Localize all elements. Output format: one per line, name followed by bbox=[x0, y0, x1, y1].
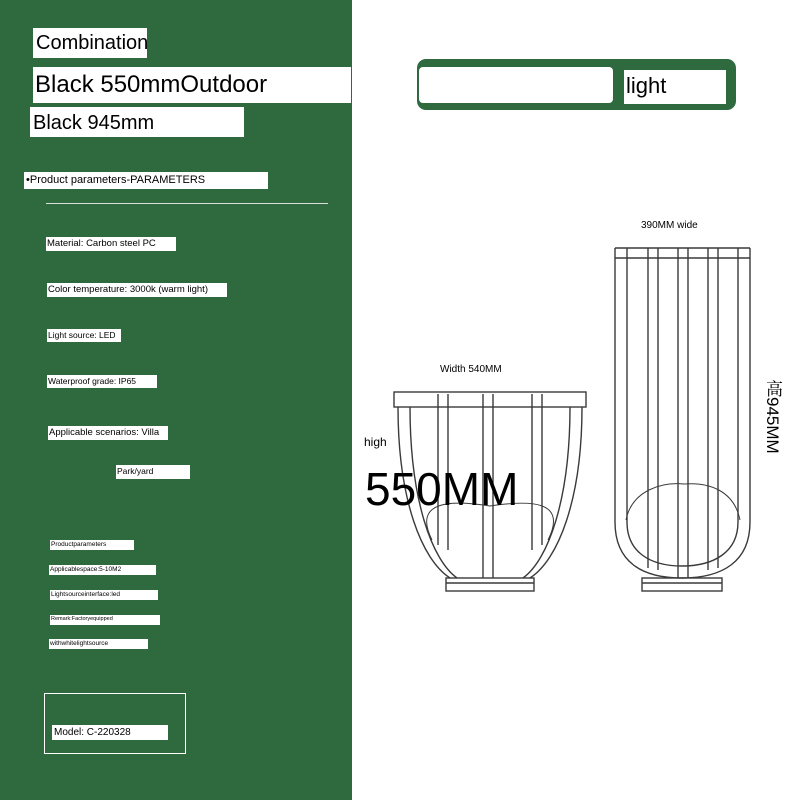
banner-light-text: light bbox=[624, 70, 726, 104]
small-param-interface: Lightsourceinterface:led bbox=[50, 590, 158, 600]
short-lamp-width-label: Width 540MM bbox=[440, 364, 502, 375]
tall-lamp-width-label: 390MM wide bbox=[641, 220, 698, 231]
title-line-2: Black 550mmOutdoor bbox=[33, 67, 351, 103]
small-param-space: Applicablespace:5-10M2 bbox=[49, 565, 156, 575]
parameters-heading: •Product parameters-PARAMETERS bbox=[24, 172, 268, 189]
param-scenarios: Applicable scenarios: Villa bbox=[48, 426, 168, 440]
tall-lamp-illustration bbox=[615, 248, 750, 591]
model-label: Model: C-220328 bbox=[52, 725, 168, 740]
divider bbox=[46, 203, 328, 204]
small-param-heading: Productparameters bbox=[50, 540, 134, 550]
short-lamp-height-label: 550MM bbox=[365, 463, 519, 515]
banner-blank-bar bbox=[419, 67, 613, 103]
param-color-temperature: Color temperature: 3000k (warm light) bbox=[47, 283, 227, 297]
param-waterproof: Waterproof grade: IP65 bbox=[47, 375, 157, 388]
small-param-remark: Remark:Factoryequipped bbox=[50, 615, 160, 625]
small-param-remark-continued: withwhitelightsource bbox=[49, 639, 148, 649]
parameters-heading-text: Product parameters-PARAMETERS bbox=[29, 174, 206, 186]
title-line-1: Combination bbox=[33, 28, 147, 58]
param-material: Material: Carbon steel PC bbox=[46, 237, 176, 251]
short-lamp-high-label: high bbox=[364, 435, 387, 449]
tall-lamp-height-label: 高945MM bbox=[763, 380, 782, 454]
title-line-3: Black 945mm bbox=[30, 107, 244, 137]
model-box bbox=[44, 693, 186, 754]
param-light-source: Light source: LED bbox=[47, 329, 121, 342]
lamp-drawing bbox=[352, 200, 800, 620]
param-scenarios-continued: Park/yard bbox=[116, 465, 190, 479]
